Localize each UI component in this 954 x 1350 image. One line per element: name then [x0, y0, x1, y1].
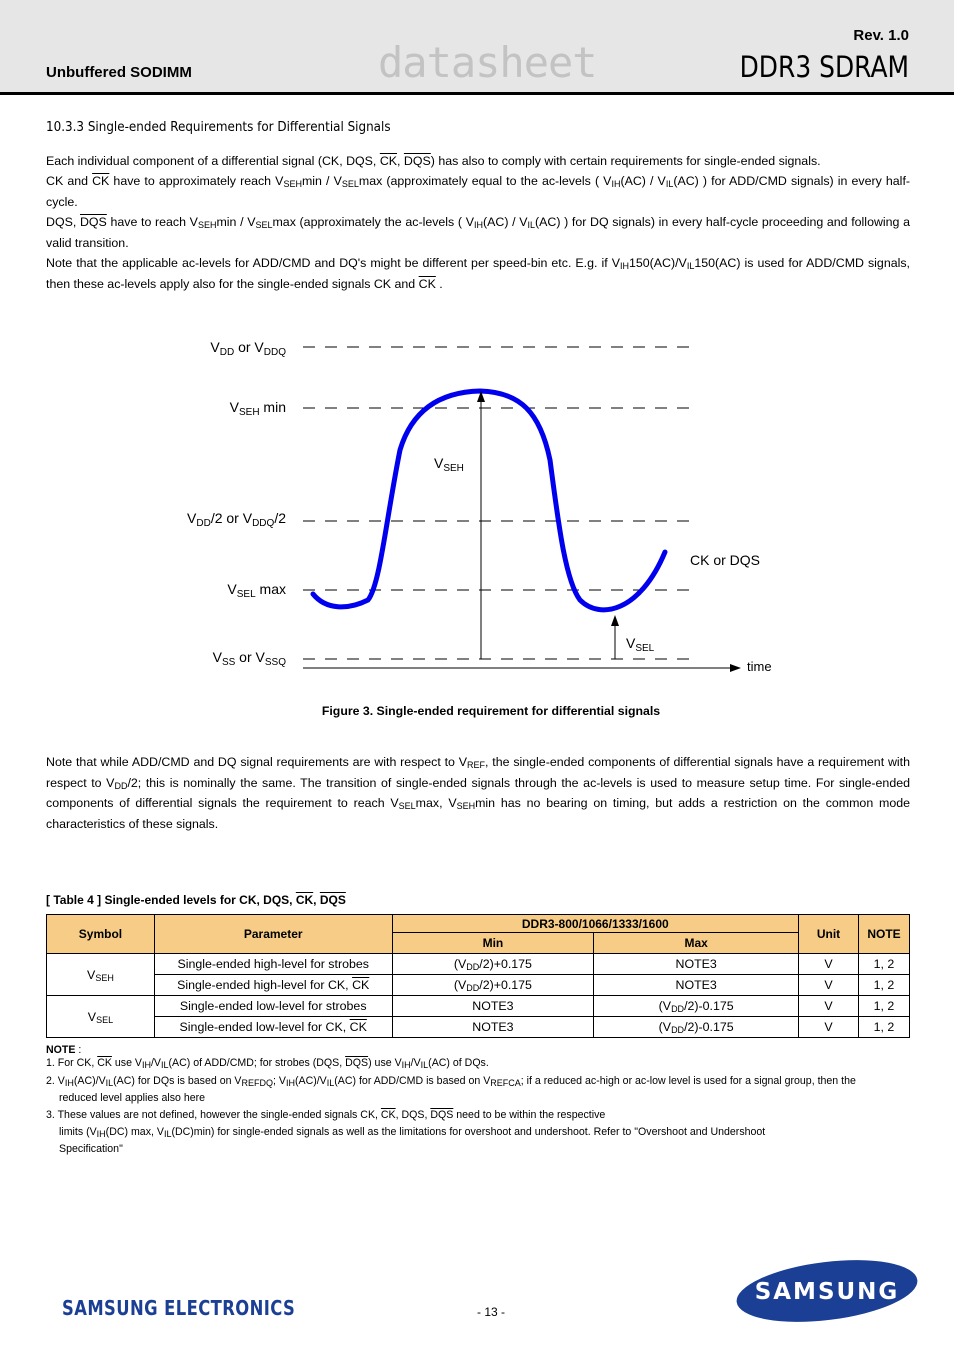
figure-caption: Figure 3. Single-ended requirement for differential signals — [321, 704, 661, 718]
header-note: NOTE — [858, 915, 909, 954]
label-vseh-arrow: $V_{SEH}$ — [434, 455, 464, 474]
min-cell: NOTE3 — [392, 996, 594, 1017]
header-title: DDR3 SDRAM — [739, 50, 909, 84]
paragraph-3: DQS, $\overline{DQS}$ have to reach $V_{SEH}\min / V_{SEL}\max$ (approximately the ac-levels ( $V_{IH}(AC) / V_{IL}(AC)$ ) for DQ signals) in every half-cycle proceeding and following a valid transition. — [46, 215, 910, 250]
single-ended-levels-table — [46, 914, 910, 1038]
paragraph-2: CK and $\overline{CK}$ have to approximately reach $V_{SEH}\min / V_{SEL}\max$ (approximately equal to the ac-levels ( $V_{IH}(AC) / V_{IL}(AC)$ ) for ADD/CMD signals) in every half-cycle. — [46, 174, 911, 209]
samsung-logo — [734, 1255, 920, 1327]
table-caption: [ Table 4 ] Single-ended levels for CK, DQS, $\overline{CK}$, $\overline{DQS}$ — [46, 893, 346, 907]
signal-diagram — [0, 300, 954, 700]
note-2-continued: reduced level applies also here — [59, 1092, 206, 1104]
unit-cell: V — [799, 954, 859, 975]
note-3-continued: limits ($V_{IH}(DC)$ max, $V_{IL}(DC)\min$) for single-ended signals as well as the limitations for overshoot and undershoot. Refer to "Overshoot and Undershoot — [59, 1126, 766, 1139]
header-unit: Unit — [799, 915, 859, 954]
vsel-arrow-head — [611, 615, 619, 626]
paragraph-4: Note that the applicable ac-levels for ADD/CMD and DQ's might be different per speed-bin etc. E.g. if $V_{IH}150(AC)/V_{IL}150(AC)$ is used for ADD/CMD signals, then these ac-levels apply also for the single-ended signals CK and $\overline{CK}$ . — [46, 256, 910, 291]
max-cell: $(V_{DD}/2)-0.175$ — [594, 996, 799, 1017]
notes-label: NOTE : — [46, 1044, 82, 1056]
footer-brand: SAMSUNG ELECTRONICS — [62, 1296, 296, 1320]
note-1: 1. For CK, $\overline{CK}$ use $V_{IH}/V_{IL}(AC)$ of ADD/CMD; for strobes (DQS, $\overline{DQS}$) use $V_{IH}/V_{IL}(AC)$ of DQs. — [46, 1057, 489, 1070]
header-max: Max — [594, 933, 799, 954]
samsung-logo-text: SAMSUNG — [754, 1279, 900, 1305]
note-3: 3. These values are not defined, however the single-ended signals CK, $\overline{CK}$, DQS, $\overline{DQS}$ need to be within the respective — [46, 1109, 606, 1121]
max-cell: NOTE3 — [594, 954, 799, 975]
section-title: 10.3.3 Single-ended Requirements for Differential Signals — [46, 120, 391, 135]
param-cell: Single-ended high-level for strobes — [154, 954, 392, 975]
table-row — [47, 975, 910, 996]
header-symbol: Symbol — [47, 915, 155, 954]
label-vdd-half: $V_{DD}/2$ or $V_{DDQ}/2$ — [187, 510, 286, 529]
header-watermark: datasheet — [378, 38, 597, 87]
label-vsel-arrow: $V_{SEL}$ — [626, 635, 655, 654]
note-cell: 1, 2 — [858, 975, 909, 996]
paragraph-5: Note that while ADD/CMD and DQ signal requirements are with respect to $V_{REF}$, the single-ended components of differential signals have a requirement with respect to $V_{DD}/2$; this is nominally the same. The transition of single-ended signals through the ac-levels is used to measure setup time. For single-ended components of differential signals the requirement to reach $V_{SEL}\max$, $V_{SEH}\min$ has no bearing on timing, but adds a restriction on the common mode characteristics of these signals. — [46, 755, 911, 831]
symbol-vseh: $V_{SEH}$ — [47, 954, 155, 996]
symbol-vsel: $V_{SEL}$ — [47, 996, 155, 1038]
header-revision: Rev. 1.0 — [853, 27, 909, 44]
table-row — [47, 954, 910, 975]
label-vseh-min: $V_{SEH}$ min — [229, 399, 286, 418]
table-row — [47, 1017, 910, 1038]
table-row — [47, 996, 910, 1017]
label-vdd: $V_{DD}$ or $V_{DDQ}$ — [210, 339, 286, 358]
min-cell: $(V_{DD}/2)+0.175$ — [392, 954, 594, 975]
param-cell: Single-ended high-level for CK, $\overline{CK}$ — [154, 975, 392, 996]
ck-dqs-waveform — [313, 391, 665, 610]
param-cell: Single-ended low-level for CK, $\overline{CK}$ — [154, 1017, 392, 1038]
max-cell: NOTE3 — [594, 975, 799, 996]
paragraph-1: Each individual component of a differential signal (CK, DQS, $\overline{CK}$, $\overline{DQS}$) has also to comply with certain requirements for single-ended signals. — [46, 154, 821, 168]
note-3-end: Specification" — [59, 1143, 123, 1155]
note-cell: 1, 2 — [858, 954, 909, 975]
min-cell: $(V_{DD}/2)+0.175$ — [392, 975, 594, 996]
min-cell: NOTE3 — [392, 1017, 594, 1038]
label-signal: CK or DQS — [690, 552, 761, 568]
page-number: - 13 - — [476, 1305, 505, 1319]
note-cell: 1, 2 — [858, 996, 909, 1017]
note-cell: 1, 2 — [858, 1017, 909, 1038]
label-time: time — [747, 659, 772, 674]
header-product: Unbuffered SODIMM — [46, 64, 192, 81]
label-vss: $V_{SS}$ or $V_{SSQ}$ — [212, 649, 286, 668]
label-vsel-max: $V_{SEL}$ max — [227, 581, 286, 600]
unit-cell: V — [799, 975, 859, 996]
note-2: 2. $V_{IH}(AC)/V_{IL}(AC)$ for DQs is based on $V_{REFDQ}$; $V_{IH}(AC)/V_{IL}(AC)$ for ADD/CMD is based on $V_{REFCA}$; if a reduced ac-high or ac-low level is used for a signal group, then the — [46, 1075, 856, 1088]
header-min: Min — [392, 933, 594, 954]
max-cell: $(V_{DD}/2)-0.175$ — [594, 1017, 799, 1038]
param-cell: Single-ended low-level for strobes — [154, 996, 392, 1017]
unit-cell: V — [799, 996, 859, 1017]
header-parameter: Parameter — [154, 915, 392, 954]
unit-cell: V — [799, 1017, 859, 1038]
time-axis-arrow — [730, 664, 741, 672]
header-speed-group: DDR3-800/1066/1333/1600 — [392, 915, 799, 933]
